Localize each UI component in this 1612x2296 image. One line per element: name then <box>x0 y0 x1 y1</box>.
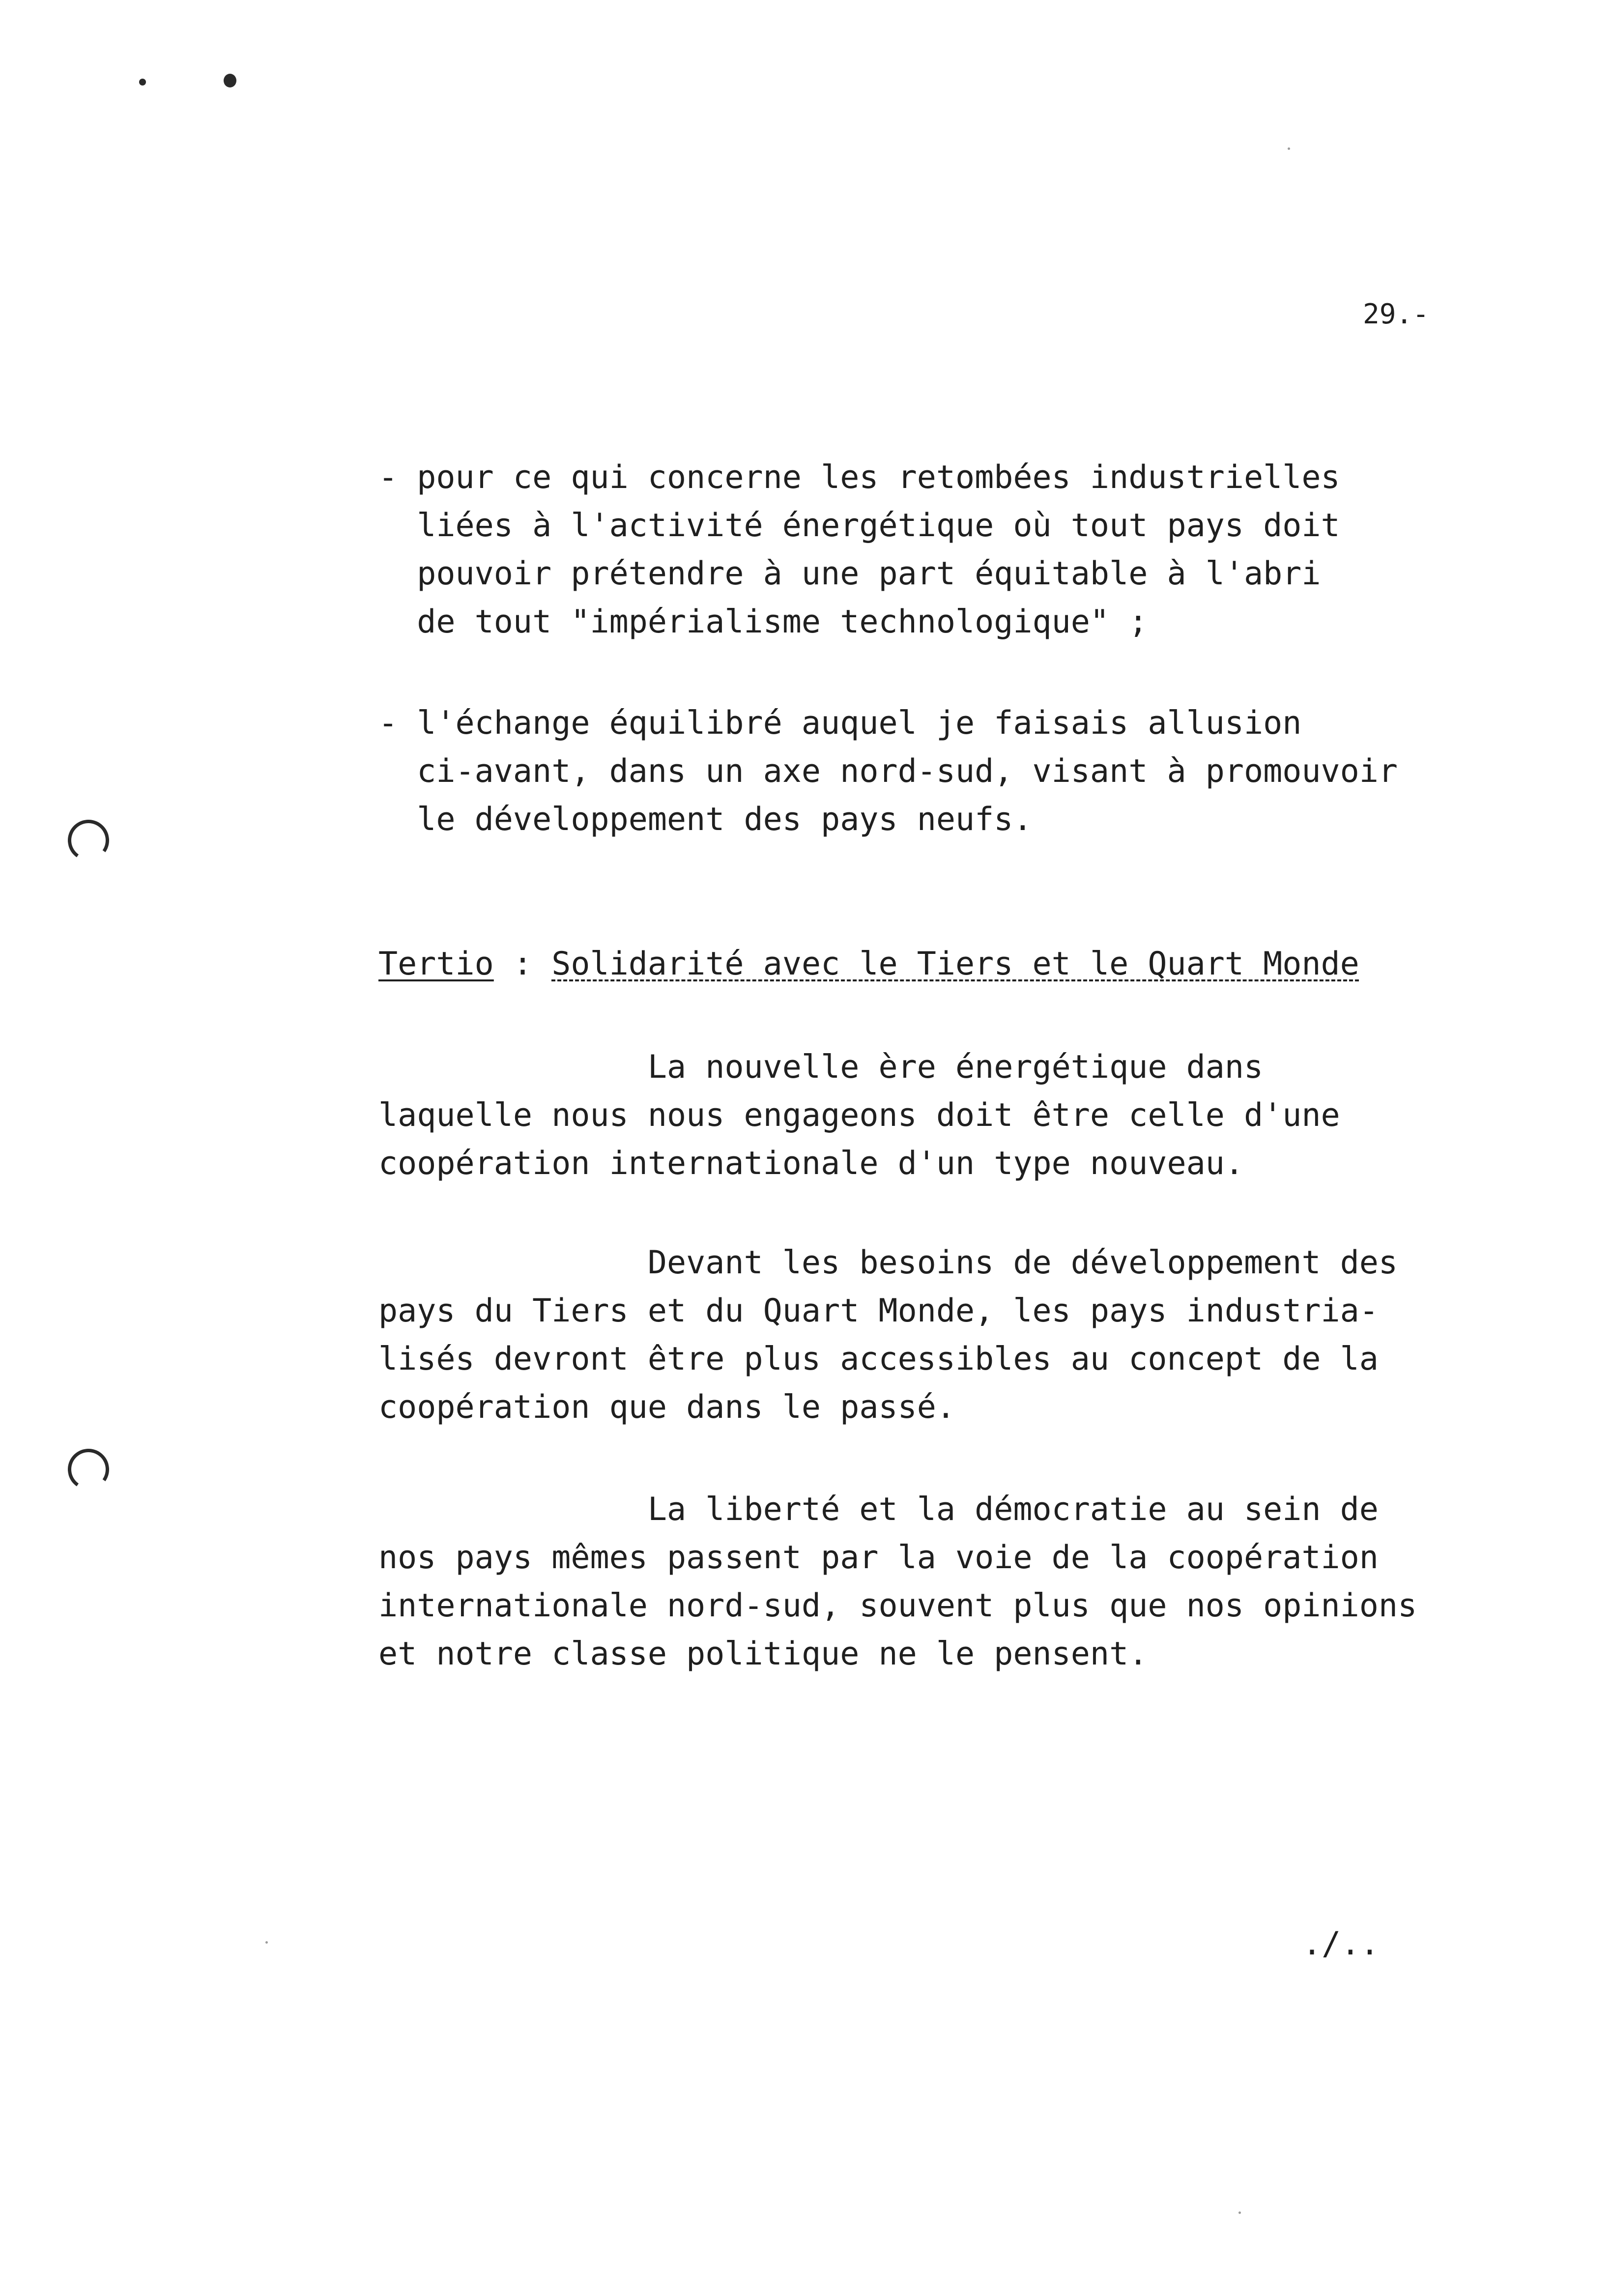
bullet-1-line-2: liées à l'activité énergétique où tout pays doit <box>378 507 1340 544</box>
bullet-2-line-1: - l'échange équilibré auquel je faisais allusion <box>378 705 1302 742</box>
bullet-2-line-2: ci-avant, dans un axe nord-sud, visant à promouvoir <box>378 753 1398 790</box>
section-label: Tertio <box>378 946 494 982</box>
bullet-1-line-1: - pour ce qui concerne les retombées industrielles <box>378 459 1340 496</box>
section-separator: : <box>493 946 552 982</box>
paragraph-3-line-2: nos pays mêmes passent par la voie de la coopération <box>378 1539 1379 1576</box>
bullet-2-line-3: le développement des pays neufs. <box>378 801 1033 838</box>
paragraph-3-line-3: internationale nord-sud, souvent plus que nos opinions <box>378 1587 1417 1624</box>
paragraph-3-line-4: et notre classe politique ne le pensent. <box>378 1636 1148 1672</box>
scan-speck <box>265 1941 268 1944</box>
paragraph-1-line-2: laquelle nous nous engageons doit être celle d'une <box>378 1097 1340 1134</box>
section-heading <box>378 945 1359 984</box>
paragraph-2-line-2: pays du Tiers et du Quart Monde, les pays industria- <box>378 1292 1379 1329</box>
paragraph-1-line-3: coopération internationale d'un type nouveau. <box>378 1145 1244 1182</box>
scan-speck <box>1238 2211 1241 2214</box>
punch-hole-mark <box>64 816 112 864</box>
section-title: Solidarité avec le Tiers et le Quart Monde <box>551 946 1359 982</box>
punch-hole-mark <box>64 1445 112 1493</box>
paragraph-2-line-4: coopération que dans le passé. <box>378 1389 955 1426</box>
paragraph-1-line-1: La nouvelle ère énergétique dans <box>378 1049 1264 1086</box>
paragraph-2-line-3: lisés devront être plus accessibles au concept de la <box>378 1341 1379 1378</box>
bullet-1-line-4: de tout "impérialisme technologique" ; <box>378 603 1148 640</box>
ink-dot <box>224 74 236 87</box>
paragraph-3-line-1: La liberté et la démocratie au sein de <box>378 1491 1379 1528</box>
ink-dot <box>139 79 146 86</box>
scan-speck <box>1288 147 1290 150</box>
paragraph-2-line-1: Devant les besoins de développement des <box>378 1244 1398 1281</box>
bullet-1-line-3: pouvoir prétendre à une part équitable à l'abri <box>378 555 1321 592</box>
continuation-mark: ./.. <box>1302 1925 1380 1962</box>
page-number: 29.- <box>1363 298 1429 330</box>
